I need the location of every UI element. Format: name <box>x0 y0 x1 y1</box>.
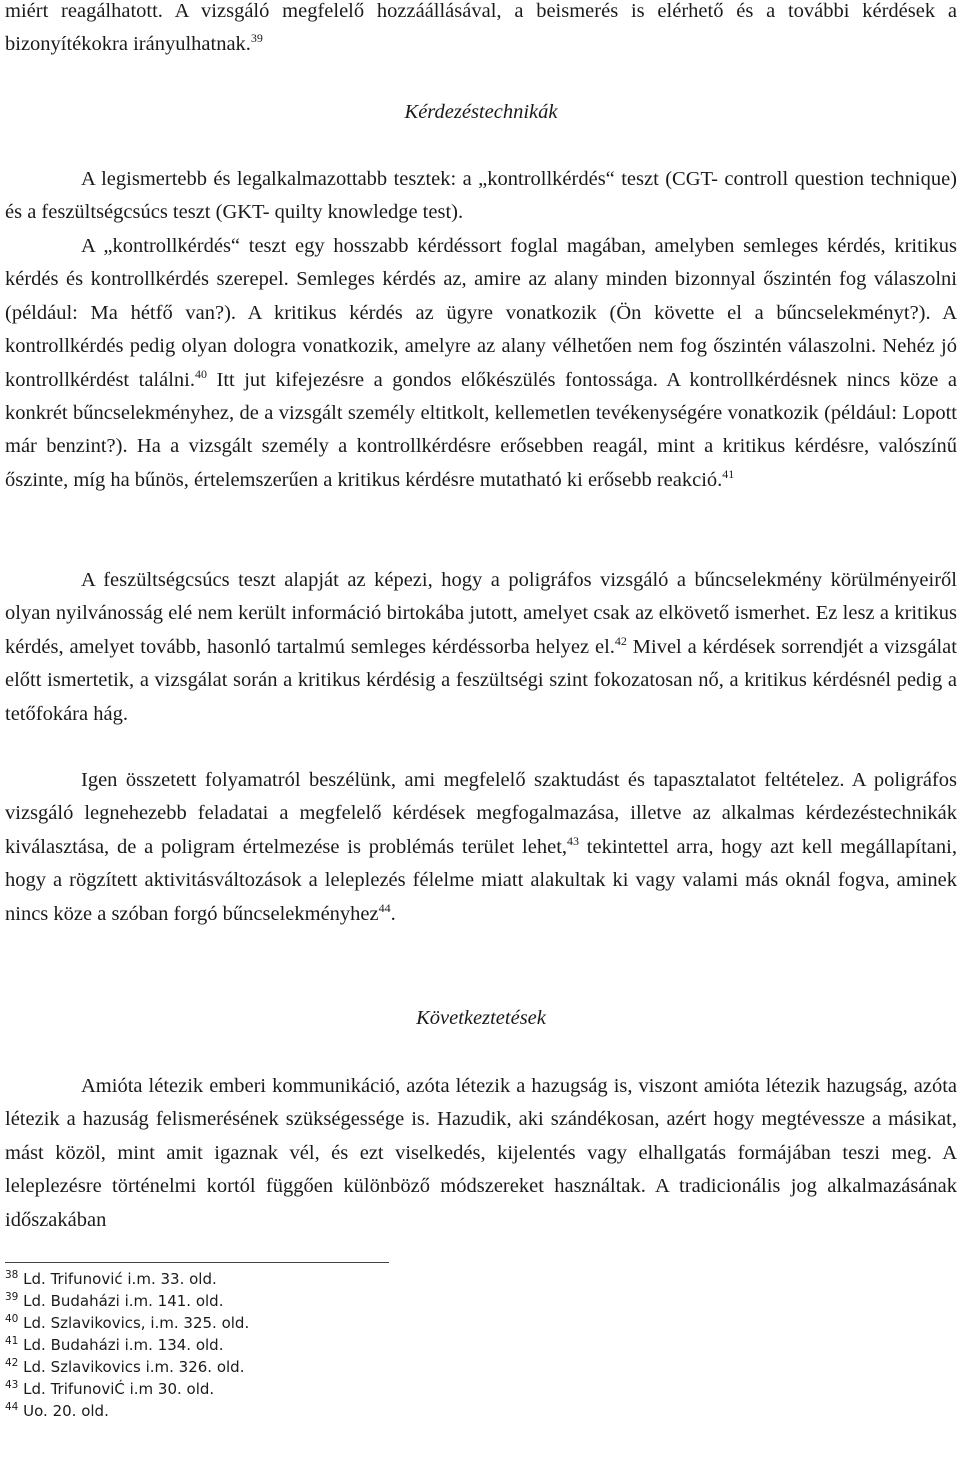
footnote-ref-41[interactable]: 41 <box>722 467 735 482</box>
footnote-ref-43[interactable]: 43 <box>567 833 580 848</box>
paragraph-guilty-knowledge-test: A feszültségcsúcs teszt alapját az képezi, hogy a poligráfos vizsgáló a bűncselekmény körülményeiről olyan nyilvánosság elé nem került információ birtokába jutott, amelyet csak az elkövető ismerhet. Ez lesz a kritikus kérdés, amelyet tovább, hasonló tartalmú semleges kérdéssorba helyez el.$^{42}$ Mivel a kérdések sorrendjét a vizsgálat előtt ismertetik, a vizsgálat során a kritikus kérdésig a feszültségi szint fokozatosan nő, a kritikus kérdésnél pedig a tetőfokára hág. <box>5 569 957 725</box>
footnote-item: $^{38}$ Ld. Trifunović i.m. 33. old. <box>5 1269 217 1288</box>
paragraph-control-question-test: A „kontrollkérdés“ teszt egy hosszabb kérdéssort foglal magában, amelyben semleges kérdés, kritikus kérdés és kontrollkérdés szerepel. Semleges kérdés az, amire az alany minden bizonnyal őszintén fog válaszolni (például: Ma hétfő van?). A kritikus kérdés az ügyre vonatkozik (Ön követte el a bűncselekményt?). A kontrollkérdés pedig olyan dologra vonatkozik, amelyre az alany vélhetően nem fog őszintén válaszolni. Nehéz jó kontrollkérdést találni.$^{40}$ Itt jut kifejezésre a gondos előkészülés fontossága. A kontrollkérdésnek nincs köze a konkrét bűncselekményhez, de a vizsgált személy eltitkolt, kellemetlen tevékenységére vonatkozik (például: Lopott már benzint?). Ha a vizsgált személy a kontrollkérdésre erősebben reagál, mint a kritikus kérdésre, valószínű őszinte, míg ha bűnös, értelemszerűen a kritikus kérdésre mutatható ki erősebb reakció.$^{41}$ <box>5 235 957 491</box>
paragraph-complex-process: Igen összetett folyamatról beszélünk, ami megfelelő szaktudást és tapasztalatot feltételez. A poligráfos vizsgáló legnehezebb feladatai a megfelelő kérdések megfogalmazása, illetve az alkalmas kérdezéstechnikák kiválasztása, de a poligram értelmezése is problémás terület lehet,$^{43}$ tekintettel arra, hogy azt kell megállapítani, hogy a rögzített aktivitásváltozások a leleplezés félelme miatt alakultak ki vagy valami más oknál fogva, aminek nincs köze a szóban forgó bűncselekményhez$^{44}$. <box>5 769 957 925</box>
footnote-item: $^{43}$ Ld. TrifunoviĆ i.m 30. old. <box>5 1379 215 1398</box>
paragraph-conclusions: Amióta létezik emberi kommunikáció, azóta létezik a hazugság is, viszont amióta létezik hazugság, azóta létezik a hazuság felismerésének szükségessége is. Hazudik, aki szándékosan, azért hogy megtévessze a másikat, mást közöl, mint amit igaznak vél, és ezt viselkedés, kijelentés vagy elhallgatás formájában teszi meg. A leleplezésre történelmi kortól függően különböző módszereket használtak. A tradicionális jog alkalmazásának időszakában <box>5 1075 957 1231</box>
footnote-item: $^{39}$ Ld. Budaházi i.m. 141. old. <box>5 1291 224 1310</box>
footnote-ref-42[interactable]: 42 <box>614 633 627 648</box>
paragraph-continuation: miért reagálhatott. A vizsgáló megfelelő hozzáállásával, a beismerés is elérhető és a további kérdések a bizonyítékokra irányulhatnak.$^{39}$ <box>5 0 957 56</box>
footnote-ref-44[interactable]: 44 <box>378 900 391 915</box>
section-heading-kerdezestechnikak: Kérdezéstechnikák <box>404 101 558 123</box>
paragraph-tests-intro: A legismertebb és legalkalmazottabb tesztek: a „kontrollkérdés“ teszt (CGT- controll question technique) és a feszültségcsúcs teszt (GKT- quilty knowledge test). <box>5 168 957 224</box>
footnote-ref-39[interactable]: 39 <box>250 31 263 46</box>
footnote-item: $^{41}$ Ld. Budaházi i.m. 134. old. <box>5 1335 224 1354</box>
footnote-item: $^{40}$ Ld. Szlavikovics, i.m. 325. old. <box>5 1313 250 1332</box>
footnote-ref-40[interactable]: 40 <box>194 366 207 381</box>
section-heading-kovetkeztetesek: Következtetések <box>416 1007 546 1029</box>
footnote-item: $^{42}$ Ld. Szlavikovics i.m. 326. old. <box>5 1357 245 1376</box>
footnote-divider <box>5 1262 389 1263</box>
footnote-item: $^{44}$ Uo. 20. old. <box>5 1401 109 1420</box>
